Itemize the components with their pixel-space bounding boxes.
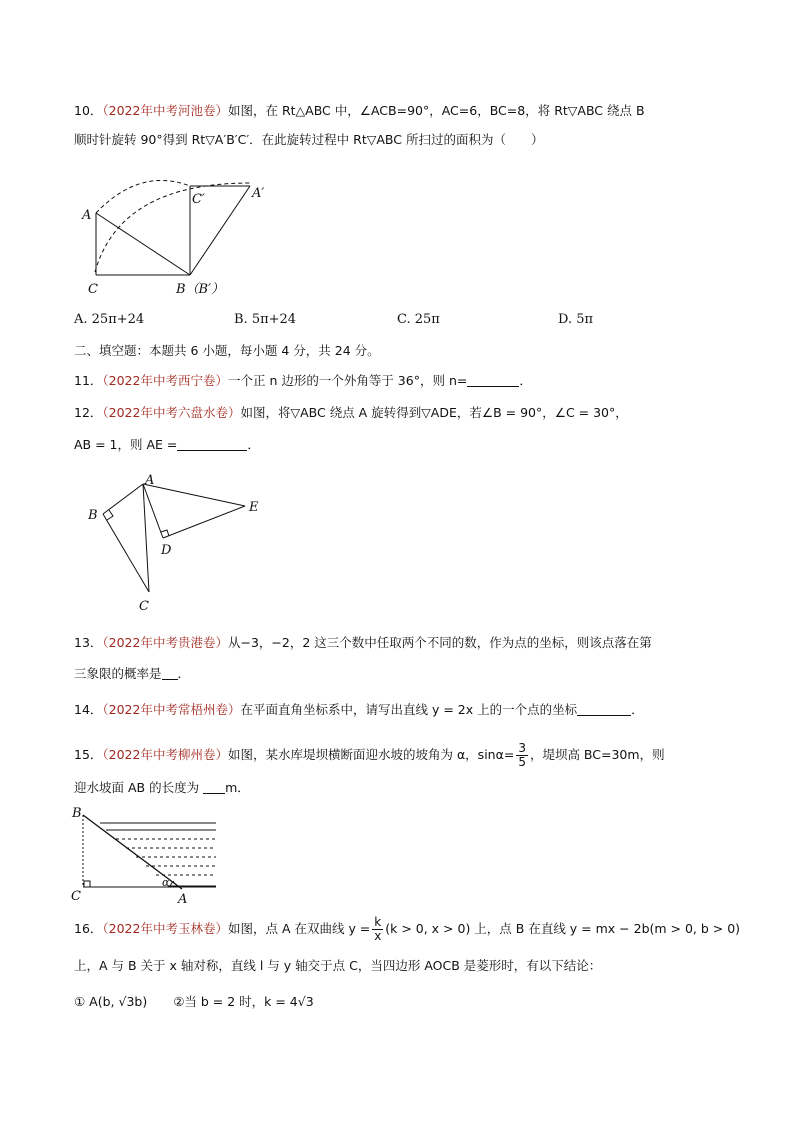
right-angle-b	[107, 510, 113, 520]
option-d: D. 5π	[558, 312, 594, 327]
unit: m．	[225, 780, 250, 795]
q11-line	[74, 371, 532, 391]
q14-line	[74, 700, 644, 720]
option-c: C. 25π	[397, 312, 440, 327]
question-source: （2022年中考六盘水卷）	[102, 405, 241, 420]
q10-line1	[74, 101, 645, 121]
q16-line2	[74, 956, 601, 976]
question-source: （2022年中考柳州卷）	[102, 747, 228, 762]
label-a-prime: A′	[252, 186, 265, 201]
question-text: 从−3，−2，2 这三个数中任取两个不同的数，作为点的坐标，则该点落在第	[227, 635, 652, 650]
q10-line2	[74, 130, 543, 150]
q13-line2	[74, 664, 190, 684]
label-c-prime: C′	[192, 192, 205, 207]
question-number: 11．	[74, 373, 103, 388]
punct: ．	[631, 702, 644, 717]
q15-line2	[74, 778, 250, 798]
frac-denominator: x	[374, 929, 382, 943]
water-lines	[100, 823, 216, 886]
label-a: A	[82, 208, 92, 223]
seg-de	[163, 506, 245, 538]
frac-numerator: 3	[518, 741, 526, 755]
question-text: (k > 0, x > 0) 上，点 B 在直线 y = mx − 2b(m > 0, b > 0)	[385, 921, 741, 936]
section-heading: 二、填空题：本题共 6 小题，每小题 4 分，共 24 分。	[74, 343, 380, 358]
q16-line1	[74, 916, 740, 943]
option-b: B. 5π+24	[234, 312, 297, 327]
question-number: 10．	[74, 103, 103, 118]
frac-numerator: k	[374, 915, 382, 929]
q12-line1	[74, 403, 628, 423]
label-d: D	[161, 543, 172, 558]
q12-line2	[74, 435, 260, 455]
question-number: 14．	[74, 702, 103, 717]
label-a: A	[178, 892, 188, 907]
label-alpha: α	[162, 876, 170, 889]
question-number: 15．	[74, 747, 103, 762]
arc-c-path	[96, 180, 190, 213]
question-number: 13．	[74, 635, 103, 650]
question-text: 如图，某水库堤坝横断面迎水坡的坡角为 α，sinα=	[227, 747, 515, 762]
question-text: 如图，点 A 在双曲线 y =	[227, 921, 371, 936]
answer-blank[interactable]	[177, 436, 247, 451]
question-source: （2022年中考西宁卷）	[102, 373, 228, 388]
question-source: （2022年中考河池卷）	[102, 103, 228, 118]
right-angle-c	[84, 881, 90, 887]
punct: ．	[519, 373, 532, 388]
q13-line1	[74, 633, 652, 653]
seg-ae	[143, 484, 245, 506]
label-c: C	[139, 599, 149, 614]
fraction-3-5	[516, 742, 528, 769]
answer-blank[interactable]	[162, 665, 178, 680]
q15-figure	[70, 805, 230, 905]
answer-blank[interactable]	[203, 779, 225, 794]
label-a: A	[145, 473, 155, 488]
question-text: 三象限的概率是	[74, 666, 162, 681]
question-number: 12．	[74, 405, 103, 420]
punct: ．	[177, 666, 191, 681]
question-text: 迎水坡面 AB 的长度为	[74, 780, 200, 795]
seg-bc	[103, 514, 149, 592]
conclusion-2: ②当 b = 2 时，k = 4√3	[173, 994, 314, 1009]
question-source: （2022年中考贵港卷）	[102, 635, 228, 650]
question-text: 在平面直角坐标系中，请写出直线 y = 2x 上的一个点的坐标	[240, 702, 578, 717]
conclusion-1: ① A(b, √3b)	[74, 994, 148, 1009]
q16-line3	[74, 992, 314, 1012]
label-b: B（B′）	[176, 282, 225, 297]
fraction-k-x	[372, 916, 383, 943]
question-number: 16．	[74, 921, 103, 936]
seg-ac	[143, 484, 149, 592]
frac-denominator: 5	[518, 755, 526, 769]
q10-figure	[80, 175, 280, 305]
label-b: B	[72, 806, 82, 821]
label-b: B	[88, 508, 98, 523]
label-c: C	[71, 889, 81, 904]
question-text: 一个正 n 边形的一个外角等于 36°，则 n=	[227, 373, 468, 388]
q15-line1	[74, 742, 665, 769]
question-text: 顺时针旋转 90°得到 Rt▽A′B′C′．在此旋转过程中 Rt▽ABC 所扫过的面积为（ ）	[74, 132, 544, 147]
question-text: 如图，在 Rt△ABC 中，∠ACB=90°，AC=6，BC=8，将 Rt▽ABC 绕点 B	[227, 103, 645, 118]
punct: ．	[247, 437, 260, 452]
answer-blank[interactable]	[467, 372, 519, 387]
question-source: （2022年中考常梧州卷）	[102, 702, 241, 717]
q12-figure	[85, 470, 275, 615]
option-a: A. 25π+24	[74, 312, 145, 327]
question-text: ，堤坝高 BC=30m，则	[529, 747, 665, 762]
seg-ab	[103, 484, 143, 514]
side-ab	[96, 213, 190, 275]
question-source: （2022年中考玉林卷）	[102, 921, 228, 936]
question-text: AB = 1，则 AE =	[74, 437, 178, 452]
label-e: E	[249, 500, 259, 515]
question-text: 上，A 与 B 关于 x 轴对称，直线 l 与 y 轴交于点 C，当四边形 AOCB 是菱形时，有以下结论：	[74, 958, 602, 973]
question-text: 如图，将▽ABC 绕点 A 旋转得到▽ADE，若∠B = 90°，∠C = 30°，	[240, 405, 628, 420]
label-c: C	[88, 282, 98, 297]
answer-blank[interactable]	[577, 701, 631, 716]
